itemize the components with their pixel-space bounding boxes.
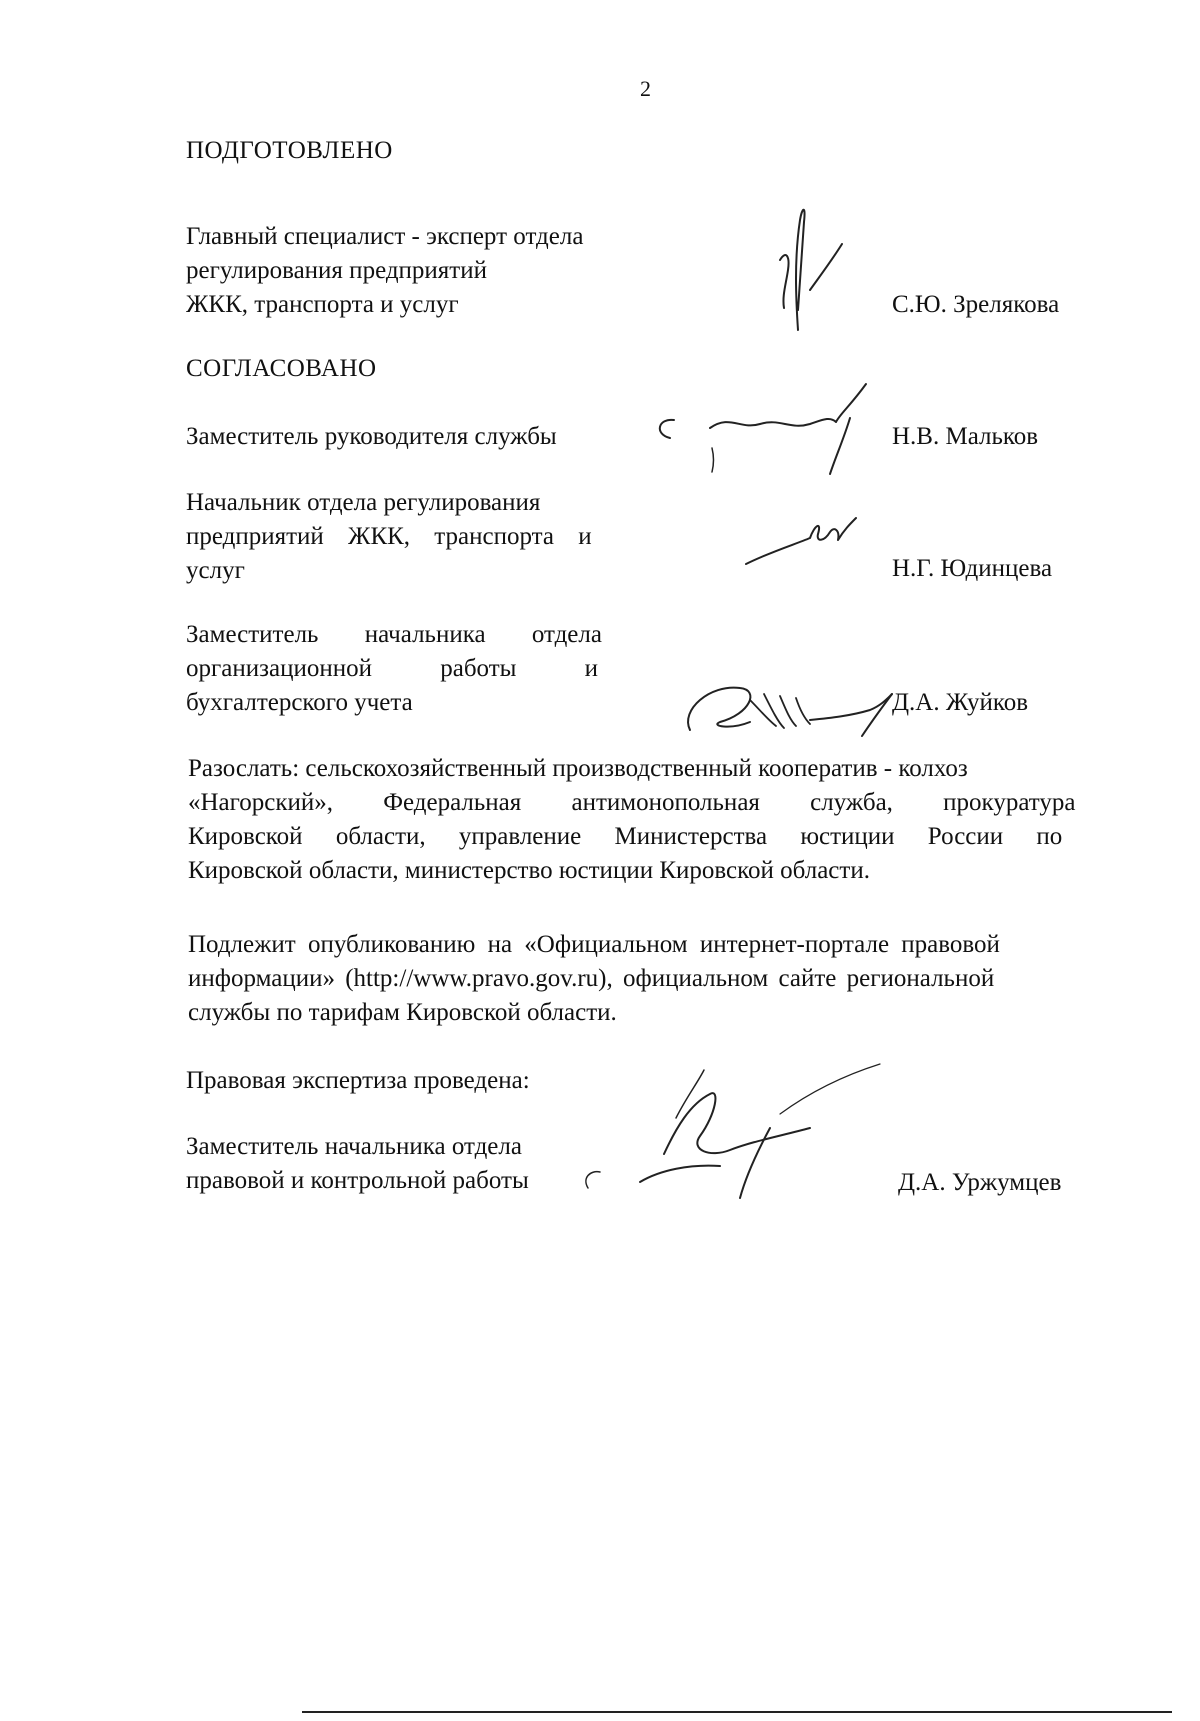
position-line: бухгалтерского учета: [186, 689, 413, 716]
position-line: ЖКК, транспорта и услуг: [186, 291, 459, 318]
agreed-heading: СОГЛАСОВАНО: [186, 355, 377, 382]
signer-name: Н.В. Мальков: [892, 423, 1039, 450]
signer-position: [186, 420, 656, 454]
position-line: регулирования предприятий: [186, 257, 487, 284]
paragraph-line: [188, 752, 1146, 786]
footer-rule: [302, 1711, 1172, 1713]
legal-review-heading: Правовая экспертиза проведена:: [186, 1067, 530, 1094]
position-line: Заместитель начальника отдела: [186, 621, 602, 648]
position-line: предприятий ЖКК, транспорта и: [186, 523, 592, 550]
page-number: 2: [640, 76, 651, 101]
legal-review-name: Д.А. Уржумцев: [898, 1169, 1062, 1196]
paragraph-line: Кировской области, министерство юстиции Кировской области.: [188, 857, 870, 884]
signature-malkov-icon: [640, 378, 890, 488]
signature-urzhumtsev-icon: [580, 1058, 920, 1208]
paragraph-line: информации» (http://www.pravo.gov.ru), официальном сайте региональной: [188, 965, 995, 992]
signature-zrelyakova-icon: [760, 200, 850, 350]
signer-name: Н.Г. Юдинцева: [892, 555, 1053, 582]
distribution-paragraph: [188, 752, 1146, 888]
paragraph-line: Подлежит опубликованию на «Официальном интернет-портале правовой: [188, 931, 1000, 958]
line-text: Разослать: сельскохозяйственный производственный кооператив - колхоз: [188, 755, 968, 782]
prepared-position: [186, 220, 656, 322]
position-line: правовой и контрольной работы: [186, 1167, 529, 1194]
position-line: Заместитель начальника отдела: [186, 1133, 522, 1160]
publication-paragraph: [188, 928, 1146, 1030]
position-line: Начальник отдела регулирования: [186, 489, 541, 516]
signer-position: [186, 486, 653, 588]
signer-position: [186, 618, 653, 720]
paragraph-line: Кировской области, управление Министерства юстиции России по: [188, 823, 1063, 850]
signer-name: Д.А. Жуйков: [892, 689, 1029, 716]
signature-zhuykov-icon: [680, 670, 895, 742]
position-line: Заместитель руководителя службы: [186, 423, 557, 450]
position-line: Главный специалист - эксперт отдела: [186, 223, 584, 250]
prepared-name: С.Ю. Зрелякова: [892, 291, 1060, 318]
paragraph-line: службы по тарифам Кировской области.: [188, 999, 617, 1026]
paragraph-line: «Нагорский», Федеральная антимонопольная служба, прокуратура: [188, 789, 1076, 816]
position-line: услуг: [186, 557, 245, 584]
signature-yudintseva-icon: [740, 512, 860, 572]
position-line: организационной работы и: [186, 655, 599, 682]
prepared-heading: ПОДГОТОВЛЕНО: [186, 137, 393, 164]
